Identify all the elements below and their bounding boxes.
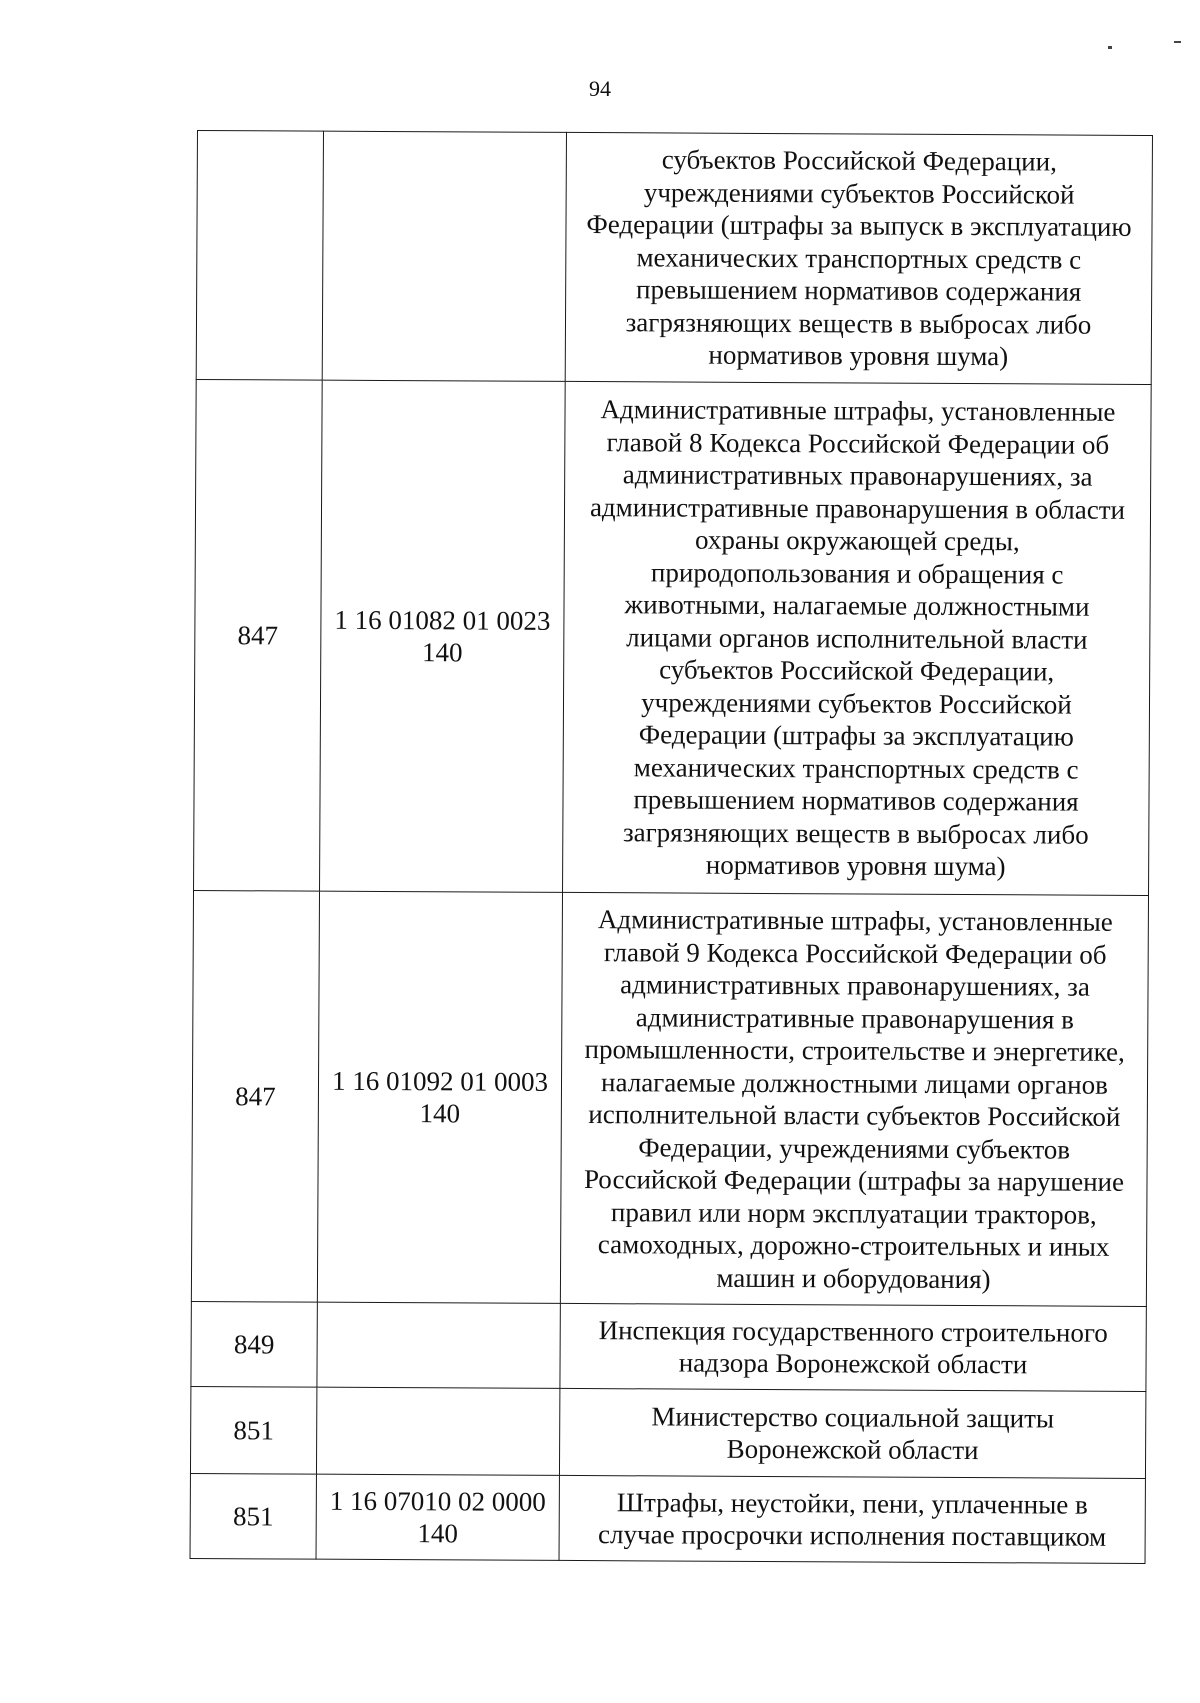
description-line: Российской Федерации (штрафы за нарушение: [583, 1164, 1125, 1197]
income-code-cell: [322, 131, 566, 381]
description-line: Административные штрафы, установленные: [597, 904, 1113, 937]
description-line: механических транспортных средств с: [636, 242, 1082, 275]
chapter-code-cell: [196, 131, 323, 381]
description-line: налагаемые должностными лицами органов: [601, 1066, 1109, 1100]
description-line: учреждениями субъектов Российской: [641, 687, 1072, 720]
description-line: нормативов уровня шума): [705, 849, 1006, 882]
description-cell: [563, 381, 1152, 895]
description-cell: [560, 892, 1148, 1306]
table-row: [191, 1301, 1146, 1391]
income-code-line: 140: [417, 1518, 458, 1549]
description-line: самоходных, дорожно-строительных и иных: [597, 1229, 1110, 1262]
income-code-line: 140: [421, 637, 463, 668]
description-line: субъектов Российской Федерации,: [661, 144, 1057, 177]
table-row: [194, 379, 1152, 895]
chapter-code-cell: 847: [194, 379, 323, 891]
page-number: 94: [589, 76, 611, 101]
table-body: [190, 131, 1152, 1564]
scan-speck: [1108, 46, 1112, 49]
description-line: Федерации, учреждениями субъектов: [638, 1131, 1071, 1165]
income-code-cell: [317, 891, 562, 1303]
table-row: [191, 890, 1148, 1306]
income-code-line: 1 16 01092 01 0003: [331, 1065, 549, 1097]
chapter-code-cell: 851: [190, 1473, 316, 1559]
description-line: загрязняющих веществ в выбросах либо: [625, 306, 1092, 340]
scan-speck: [1174, 41, 1181, 43]
description-line: механических транспортных средств с: [633, 752, 1079, 785]
description-line: административные правонарушения в: [635, 1001, 1074, 1035]
description-line: превышением нормативов содержания: [633, 784, 1079, 817]
description-line: главой 9 Кодекса Российской Федерации об: [603, 936, 1107, 970]
description-line: Административные штрафы, установленные: [600, 394, 1116, 428]
description-cell: [559, 1388, 1145, 1478]
chapter-code-cell: 847: [191, 890, 319, 1302]
income-code-cell: [316, 1474, 559, 1560]
description-line: Штрафы, неустойки, пени, уплаченные в: [616, 1486, 1088, 1520]
description-line: Инспекция государственного строительного: [598, 1314, 1108, 1348]
description-line: Воронежской области: [726, 1433, 979, 1466]
description-line: случае просрочки исполнения поставщиком: [598, 1519, 1107, 1552]
income-code-line: 140: [419, 1098, 461, 1129]
description-cell: [560, 1303, 1146, 1391]
description-line: учреждениями субъектов Российской: [643, 177, 1075, 210]
description-line: превышением нормативов содержания: [635, 274, 1082, 307]
description-line: правил или норм эксплуатации тракторов,: [610, 1196, 1097, 1230]
description-line: нормативов уровня шума): [708, 339, 1009, 372]
description-cell: [565, 132, 1152, 384]
description-line: загрязняющих веществ в выбросах либо: [622, 816, 1089, 850]
description-line: природопользования и обращения с: [650, 557, 1064, 590]
table-row: [190, 1473, 1145, 1563]
chapter-code-cell: 849: [191, 1301, 317, 1387]
description-line: промышленности, строительстве и энергетике,: [584, 1034, 1125, 1067]
description-line: лицами органов исполнительной власти: [626, 622, 1088, 655]
description-line: административные правонарушения в области: [589, 491, 1126, 525]
income-code-line: 1 16 01082 01 0023: [334, 604, 551, 636]
description-line: Федерации (штрафы за выпуск в эксплуатацию: [586, 209, 1132, 243]
description-line: охраны окружающей среды,: [694, 524, 1020, 557]
income-code-cell: [316, 1387, 559, 1475]
description-line: административных правонарушениях, за: [622, 459, 1093, 492]
table-row: [196, 131, 1152, 385]
income-code-cell: [317, 1302, 560, 1388]
description-line: надзора Воронежской области: [678, 1347, 1028, 1380]
income-code-cell: [320, 380, 566, 892]
description-line: административных правонарушениях, за: [620, 969, 1090, 1002]
income-code-line: 1 16 07010 02 0000: [329, 1485, 546, 1517]
description-line: субъектов Российской Федерации,: [659, 654, 1055, 687]
description-line: Министерство социальной защиты: [651, 1400, 1055, 1434]
description-line: главой 8 Кодекса Российской Федерации об: [606, 426, 1110, 460]
description-line: животными, налагаемые должностными: [624, 589, 1090, 622]
description-cell: [559, 1475, 1145, 1563]
revenue-codes-table: [190, 130, 1153, 1564]
chapter-code-cell: 851: [190, 1386, 316, 1474]
description-line: исполнительной власти субъектов Российской: [588, 1099, 1121, 1132]
description-line: Федерации (штрафы за эксплуатацию: [638, 719, 1074, 752]
table-row: [190, 1386, 1145, 1478]
description-line: машин и оборудования): [716, 1262, 991, 1294]
